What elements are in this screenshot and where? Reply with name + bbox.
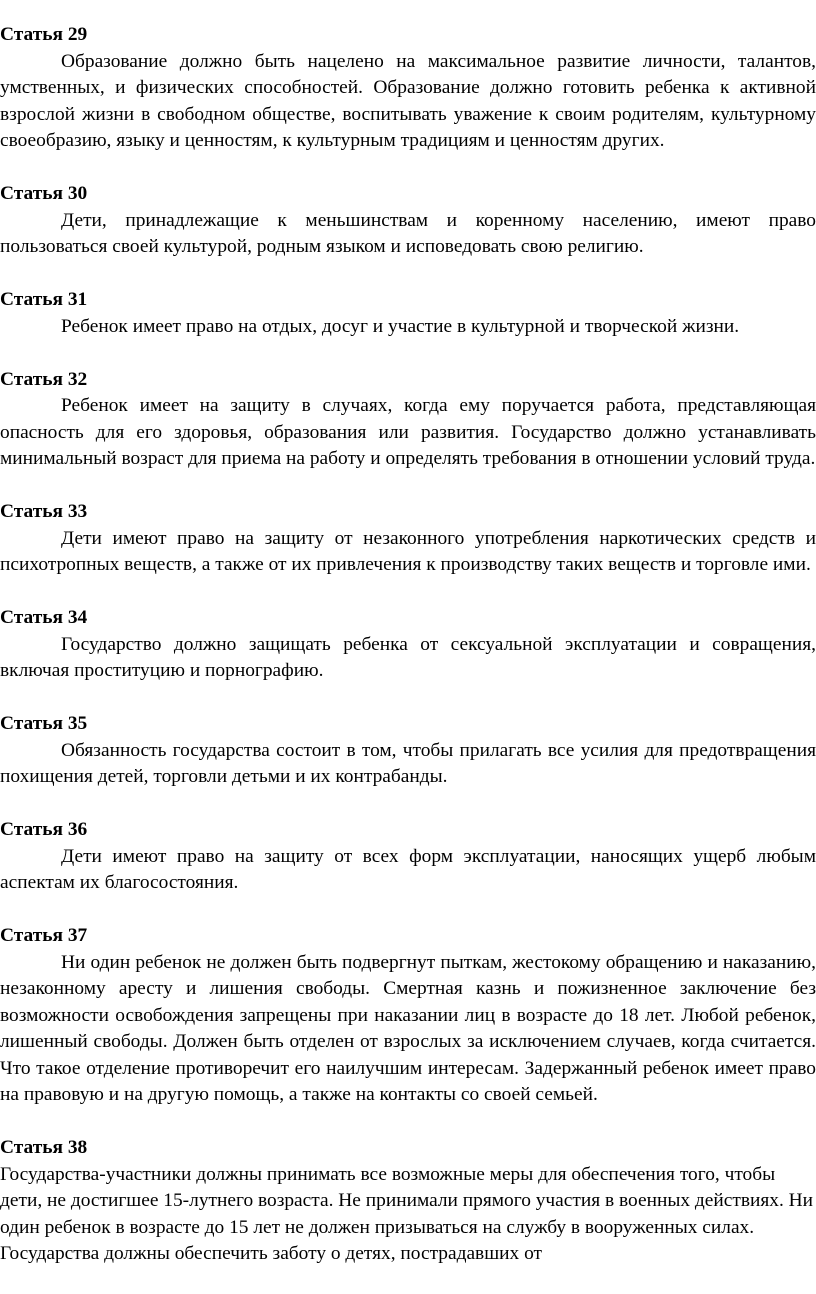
- article-31: [0, 287, 816, 340]
- article-text: Дети, принадлежащие к меньшинствам и коренному населению, имеют право пользоваться своей культурой, родным языком и исповедовать свою религию.: [0, 209, 816, 257]
- article-36: [0, 817, 816, 897]
- article-35: [0, 711, 816, 791]
- article-text: Ребенок имеет право на отдых, досуг и участие в культурной и творческой жизни.: [61, 315, 740, 337]
- article-title: Статья 32: [0, 368, 88, 390]
- article-text: Государство должно защищать ребенка от сексуальной эксплуатации и совращения, включая проституцию и порнографию.: [0, 633, 816, 681]
- article-title: Статья 34: [0, 607, 88, 628]
- article-title: Статья 29: [0, 24, 88, 45]
- document-page: [0, 22, 816, 1294]
- article-title: Статья 30: [0, 183, 88, 204]
- article-title: Статья 35: [0, 713, 88, 734]
- article-38: [0, 1135, 816, 1268]
- article-text: Образование должно быть нацелено на максимальное развитие личности, талантов, умственных, и физических способностей. Образование должно готовить ребенка к активной взрослой жизни в свободном обществе, воспитывать уважение к своим родителям, культурному своеобразию, языку и ценностям, к культурным традициям и ценностям других.: [0, 50, 816, 151]
- article-text: Обязанность государства состоит в том, чтобы прилагать все усилия для предотвращения похищения детей, торговли детьми и их контрабанды.: [0, 739, 816, 787]
- article-29: [0, 22, 816, 155]
- article-32: [0, 367, 816, 473]
- article-text: Ни один ребенок не должен быть подвергнут пыткам, жестокому обращению и наказанию, незаконному аресту и лишения свободы. Смертная казнь и пожизненное заключение без возможности освобождения запрещены при наказании лиц в возрасте до 18 лет. Любой ребенок, лишенный свободы. Должен быть отделен от взрослых за исключением случаев, когда считается. Что такое отделение противоречит его наилучшим интересам. Задержанный ребенок имеет право на правовую и на другую помощь, а также на контакты со своей семьей.: [0, 951, 816, 1105]
- article-33: [0, 499, 816, 579]
- article-text: Дети имеют право на защиту от всех форм эксплуатации, наносящих ущерб любым аспектам их благосостояния.: [0, 845, 816, 893]
- article-text: Дети имеют право на защиту от незаконного употребления наркотических средств и психотропных веществ, а также от их привлечения к производству таких веществ и торговле ими.: [0, 527, 816, 575]
- article-34: [0, 605, 816, 685]
- article-text: Ребенок имеет на защиту в случаях, когда ему поручается работа, представляющая опасность для его здоровья, образования или развития. Государство должно устанавливать минимальный возраст для приема на работу и определять требования в отношении условий труда.: [0, 395, 816, 469]
- article-30: [0, 181, 816, 261]
- article-title: Статья 38: [0, 1137, 88, 1158]
- article-title: Статья 33: [0, 501, 88, 522]
- article-title: Статья 37: [0, 925, 88, 946]
- article-37: [0, 923, 816, 1109]
- article-text: Государства-участники должны принимать все возможные меры для обеспечения того, чтобы дети, не достигшее 15-лутнего возраста. Не принимали прямого участия в военных действиях. Ни один ребенок в возрасте до 15 лет не должен призываться на службу в вооруженных силах. Государства должны обеспечить заботу о детях, пострадавших от: [0, 1163, 814, 1264]
- article-title: Статья 36: [0, 819, 88, 840]
- article-title: Статья 31: [0, 289, 88, 310]
